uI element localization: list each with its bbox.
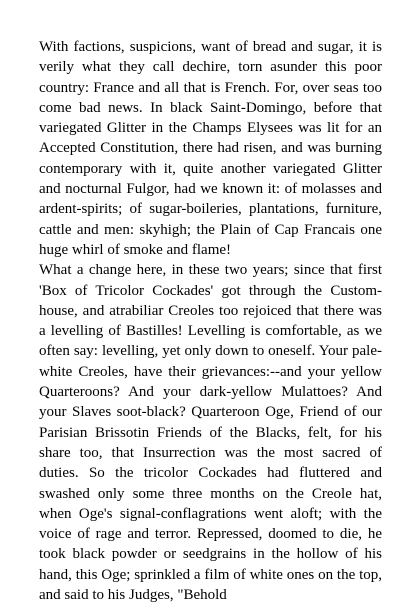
paragraph-2: What a change here, in these two years; since that first 'Box of Tricolor Cockades' got through the Custom-house, and atrabiliar Creoles too rejoiced that there was a levelling of Bastilles! Levelling is comfortable, as we often say: levelling, yet only down to oneself. Your pale-white Creoles, have their grievances:--and your yellow Quarteroons? And your dark-yellow Mulattoes? And your Slaves soot-black? Quarteroon Oge, Friend of our Parisian Brissotin Friends of the Blacks, felt, for his share too, that Insurrection was the most sacred of duties. So the tricolor Cockades had fluttered and swashed only some three months on the Creole hat, when Oge's signal-conflagrations went aloft; with the voice of rage and terror. Repressed, doomed to die, he took black powder or seedgrains in the hollow of his hand, this Oge; sprinkled a film of white ones on the top, and said to his Judges, "Behold bbox=[39, 262, 382, 604]
paragraph-1: With factions, suspicions, want of bread and sugar, it is verily what they call dechire, torn asunder this poor country: France and all that is French. For, over seas too come bad news. In black Saint-Domingo, before that variegated Glitter in the Champs Elysees was lit for an Accepted Constitution, there had risen, and was burning contemporary with it, quite another variegated Glitter and nocturnal Fulgor, had we known it: of molasses and ardent-spirits; of sugar-boileries, plantations, furniture, cattle and men: skyhigh; the Plain of Cap Francais one huge whirl of smoke and flame! bbox=[39, 39, 382, 258]
